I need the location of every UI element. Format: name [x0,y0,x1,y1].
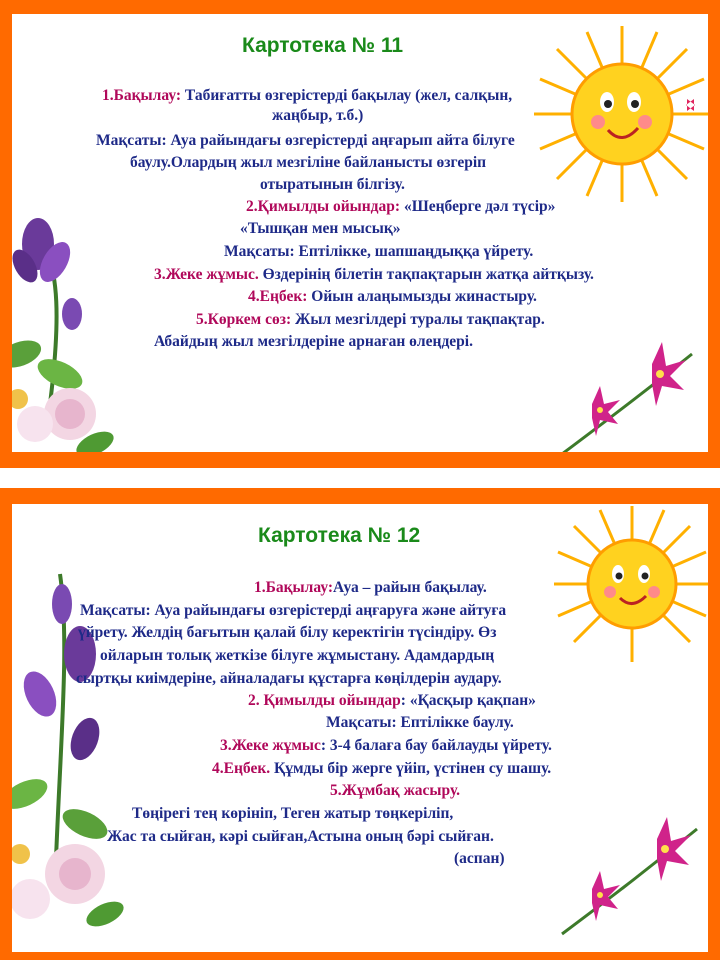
text-line: 2. Қимылды ойындар: «Қасқыр қақпан» [248,692,536,709]
text-line: Төңірегі тең көрініп, Теген жатыр төңкеріліп, [132,805,454,822]
pink-lily-icon [552,804,712,944]
text-line: Мақсаты: Ауа райындағы өзгерістерді аңғаруға және айтуға [80,602,507,619]
text-line: 5.Жұмбақ жасыру. [330,782,461,799]
card-title: Картотека № 12 [258,524,421,547]
text-line: Мақсаты: Ауа райындағы өзгерістерді аңғарып айта білуге [96,132,515,149]
card-title: Картотека № 11 [242,34,404,57]
sun-icon [552,504,712,664]
card-12 [0,488,720,960]
text-line: 5.Көркем сөз: Жыл мезгілдері туралы тақпақтар. [196,311,545,328]
text-line: «Тышқан мен мысық» [240,220,401,237]
text-line: сыртқы киімдеріне, айналадағы құстарға көңілдерін аудару. [76,670,502,687]
text-line: Жас та сыйған, кәрі сыйған,Астына оның бәрі сыйған. [107,828,494,845]
text-line: 3.Жеке жұмыс: 3-4 балаға бау байлауды үйрету. [220,737,552,754]
flower-bouquet-icon [0,204,120,468]
text-line: (аспан) [454,850,505,867]
text-line: ойларын толық жеткізе білуге жұмыстану. Адамдардың [100,647,495,664]
text-line: отыратынын білгізу. [260,176,405,193]
text-line: үйрету. Желдің бағытын қалай білу керектігін түсіндіру. Өз [78,624,497,641]
text-line: 4.Еңбек: Ойын алаңымызды жинастыру. [248,288,537,305]
text-line: Мақсаты: Ептілікке баулу. [326,714,514,731]
card-11 [0,0,720,468]
text-line: 4.Еңбек. Құмды бір жерге үйіп, үстінен су шашу. [212,760,552,777]
text-line: 3.Жеке жұмыс. Өздерінің білетін тақпақтарын жатқа айтқызу. [154,266,594,283]
text-line: 2.Қимылды ойындар: «Шеңберге дәл түсір» [246,198,556,215]
pink-lily-icon [542,334,712,464]
text-line: 1.Бақылау: Табиғатты өзгерістерді бақылау (жел, салқын, [102,87,513,104]
text-line: Мақсаты: Ептілікке, шапшаңдыққа үйрету. [224,243,534,260]
text-line: жаңбыр, т.б.) [272,107,364,124]
text-line: Абайдың жыл мезгілдеріне арнаған өлеңдері. [154,333,473,350]
text-line: баулу.Олардың жыл мезгіліне байланысты өзгеріп [130,154,487,171]
text-line: 1.Бақылау:Ауа – райын бақылау. [254,579,487,596]
sun-icon [532,24,712,204]
